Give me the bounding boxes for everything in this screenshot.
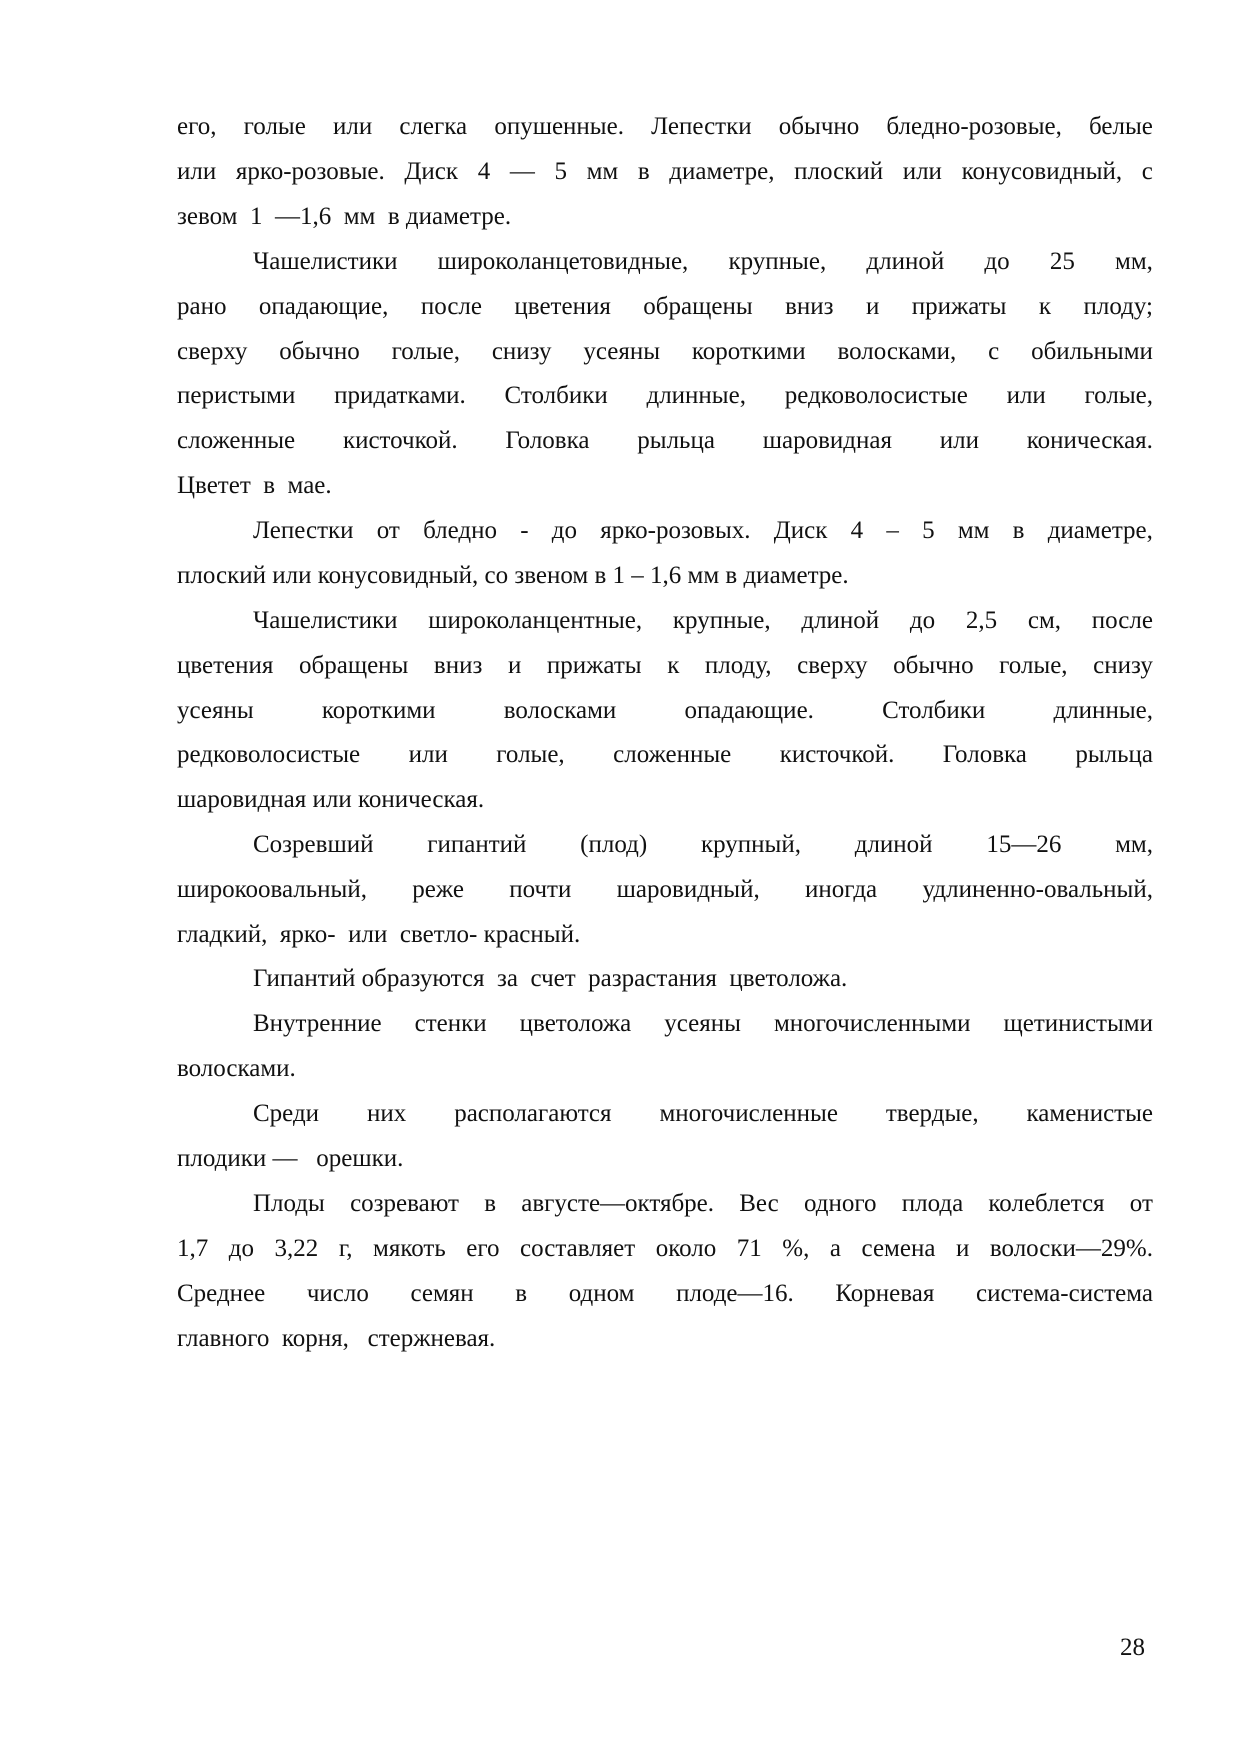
word: располагаются [454,1100,612,1127]
word: удлиненно-овальный, [922,876,1153,903]
word: Среди [253,1100,320,1127]
word: кисточкой. [342,427,458,454]
text-line [177,1099,1153,1129]
word: мм, [1115,248,1153,275]
word: Диск [773,517,828,544]
word: рыльца [637,427,715,454]
word: до [228,1235,255,1262]
word: цветоложа [519,1010,632,1037]
word: или [408,741,448,768]
line-text: главного корня, стержневая. [177,1325,496,1352]
word: 5 [554,158,567,185]
word: 71 [736,1235,762,1262]
word: или [902,158,942,185]
word: с [1141,158,1153,185]
text-line [177,1189,1153,1219]
word: %, [782,1235,810,1262]
word: сложенные [177,427,296,454]
word: цветения [514,293,611,320]
word: к [667,652,680,679]
word: обильными [1031,338,1153,365]
word: конусовидный, [961,158,1123,185]
word: них [366,1100,407,1127]
word: реже [412,876,464,903]
word: твердые, [885,1100,979,1127]
line-text: плоский или конусовидный, со звеном в 1 – 1,6 мм в диаметре. [177,562,849,589]
word: плоский [794,158,884,185]
word: с [988,338,1000,365]
word: Головка [505,427,590,454]
text-line [177,516,1153,546]
word: многочисленные [659,1100,838,1127]
line-text: плодики — орешки. [177,1145,404,1172]
word: система-система [975,1280,1153,1307]
text-line [177,1234,1153,1264]
word: шаровидная [762,427,892,454]
word: редковолосистые [177,741,361,768]
word: до [909,607,936,634]
word: сверху [177,338,248,365]
word: вниз [785,293,834,320]
text-line [177,696,1153,726]
text-line [177,740,1153,770]
text-line [177,337,1153,367]
word: длинные, [646,382,746,409]
word: волосками [503,697,617,724]
word: плода [901,1190,964,1217]
text-line [177,920,1153,950]
line-text: волосками. [177,1055,296,1082]
word: после [1091,607,1153,634]
word: 3,22 [274,1235,319,1262]
word: голые, [496,741,565,768]
word: придатками. [334,382,466,409]
word: шаровидный, [616,876,760,903]
word: Лепестки [651,113,752,140]
word: прижаты [911,293,1007,320]
word: бледно [423,517,498,544]
word: Столбики [504,382,608,409]
word: редковолосистые [784,382,968,409]
word: иногда [805,876,878,903]
word: длинные, [1053,697,1153,724]
word: обычно [279,338,360,365]
word: широколанцентные, [428,607,643,634]
word: опадающие, [258,293,389,320]
word: 2,5 [965,607,998,634]
word: и [865,293,880,320]
word: Плоды [253,1190,325,1217]
word: опушенные. [494,113,624,140]
word: голые, [391,338,460,365]
word: стенки [414,1010,487,1037]
word: гипантий [427,831,527,858]
text-line [177,1279,1153,1309]
word: широколанцетовидные, [437,248,689,275]
word: или [1006,382,1046,409]
word: усеяны [583,338,661,365]
word: 4 [850,517,864,544]
word: снизу [491,338,552,365]
line-text: зевом 1 —1,6 мм в диаметре. [177,203,512,230]
word: рано [177,293,227,320]
word: одного [803,1190,877,1217]
word: число [306,1280,369,1307]
line-text: Цветет в мае. [177,472,332,499]
word: до [551,517,578,544]
word: и [955,1235,970,1262]
word: голые, [999,652,1068,679]
word: перистыми [177,382,296,409]
word: слегка [399,113,468,140]
word: 25 [1049,248,1075,275]
text-line [177,202,1153,232]
word: крупный, [700,831,801,858]
text-line [177,247,1153,277]
word: мякоть [373,1235,446,1262]
word: Лепестки [253,517,354,544]
word: – [886,517,899,544]
text-line [177,651,1153,681]
word: и [507,652,522,679]
word: его [466,1235,500,1262]
word: после [420,293,482,320]
word: снизу [1093,652,1153,679]
word: к [1038,293,1052,320]
word: Диск [404,158,459,185]
word: Столбики [882,697,986,724]
word: диаметре, [1047,517,1153,544]
word: обычно [893,652,974,679]
text-line [177,1144,1153,1174]
word: семян [410,1280,474,1307]
text-line [177,606,1153,636]
word: составляет [520,1235,636,1262]
word: Чашелистики [253,248,398,275]
word: диаметре, [669,158,775,185]
word: или [332,113,373,140]
text-line [177,1054,1153,1084]
word: Внутренние [253,1010,382,1037]
word: плоду, [704,652,772,679]
word: до [984,248,1010,275]
text-line [177,471,1153,501]
word: короткими [691,338,806,365]
text-line [177,292,1153,322]
word: длиной [801,607,880,634]
word: ярко-розовых. [600,517,751,544]
word: длиной [866,248,945,275]
word: колеблется [988,1190,1105,1217]
word: Корневая [835,1280,935,1307]
word: Среднее [177,1280,266,1307]
word: усеяны [177,697,254,724]
word: вниз [433,652,483,679]
word: опадающие. [684,697,814,724]
word: 5 [922,517,935,544]
word: от [376,517,400,544]
text-line [177,785,1153,815]
word: волоски—29%. [989,1235,1153,1262]
word: бледно-розовые, [886,113,1062,140]
word: обращены [299,652,409,679]
line-text: Гипантий образуются за счет разрастания цветоложа. [253,965,848,992]
word: 4 [477,158,491,185]
text-line [177,830,1153,860]
word: голые, [1084,382,1153,409]
word: волосками, [837,338,957,365]
word: коническая. [1026,427,1153,454]
word: щетинистыми [1003,1010,1153,1037]
word: а [829,1235,842,1262]
text-line [177,875,1153,905]
word: плоду; [1083,293,1153,320]
word: Головка [942,741,1027,768]
word: Вес [739,1190,779,1217]
text-line [177,561,1153,591]
text-line [177,1009,1153,1039]
word: его, [177,113,217,140]
word: каменистые [1026,1100,1153,1127]
word: августе—октябре. [521,1190,715,1217]
word: плоде—16. [676,1280,794,1307]
word: см, [1027,607,1062,634]
word: короткими [321,697,436,724]
text-line [177,112,1153,142]
word: широкоовальный, [177,876,367,903]
word: мм, [1115,831,1153,858]
word: в [484,1190,497,1217]
word: рыльца [1075,741,1153,768]
word: от [1129,1190,1153,1217]
text-line [177,964,1153,994]
word: Чашелистики [253,607,398,634]
word: сверху [797,652,868,679]
word: 1,7 [177,1235,209,1262]
text-line [177,426,1153,456]
word: в [637,158,650,185]
word: белые [1089,113,1153,140]
word: - [520,517,529,544]
word: цветения [177,652,274,679]
word: 15—26 [986,831,1062,858]
word: (плод) [580,831,648,858]
word: почти [509,876,572,903]
word: ярко-розовые. [235,158,385,185]
word: или [939,427,979,454]
text-line [177,157,1153,187]
word: крупные, [672,607,771,634]
word: около [655,1235,717,1262]
word: г, [338,1235,353,1262]
text-line [177,381,1153,411]
word: в [1012,517,1025,544]
word: — [509,158,535,185]
word: мм [957,517,990,544]
word: голые [243,113,306,140]
page-number: 28 [1120,1634,1145,1661]
word: обращены [643,293,753,320]
word: многочисленными [773,1010,971,1037]
text-line [177,1324,1153,1354]
word: прижаты [546,652,642,679]
word: обычно [778,113,860,140]
word: кисточкой. [779,741,895,768]
word: в [515,1280,528,1307]
line-text: шаровидная или коническая. [177,786,485,813]
word: одном [568,1280,635,1307]
line-text: гладкий, ярко- или светло- красный. [177,921,581,948]
word: Созревший [253,831,374,858]
word: длиной [854,831,933,858]
word: крупные, [728,248,827,275]
word: созревают [350,1190,459,1217]
word: усеяны [664,1010,741,1037]
word: мм [586,158,619,185]
word: сложенные [613,741,732,768]
word: или [177,158,217,185]
word: семена [861,1235,936,1262]
